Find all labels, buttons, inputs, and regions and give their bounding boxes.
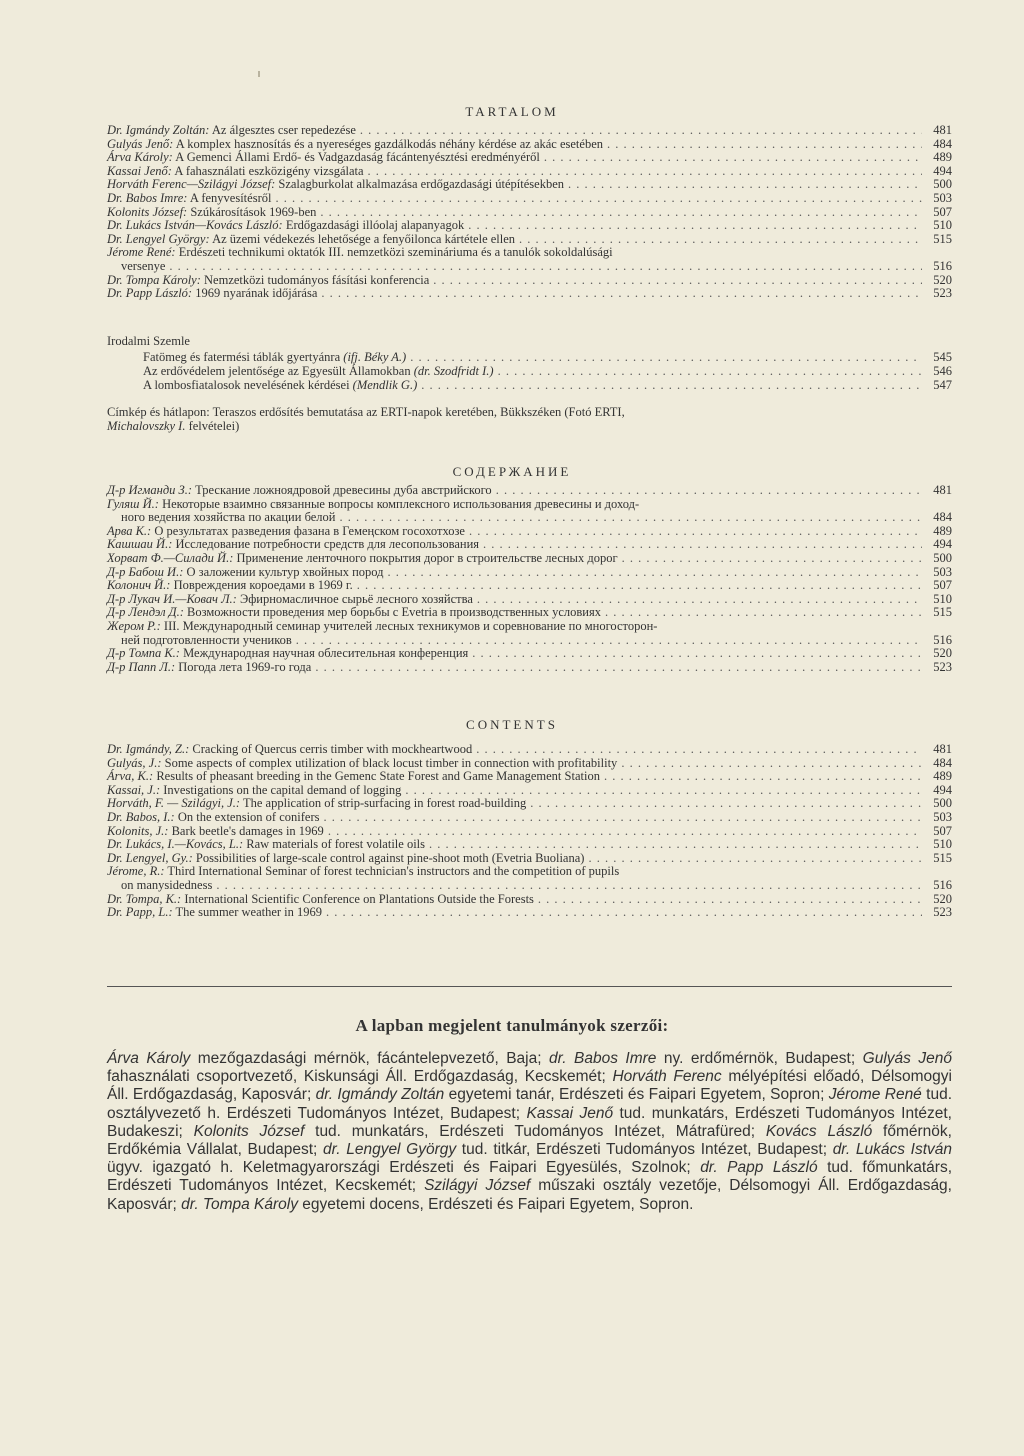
toc-author: Жером Р.: xyxy=(107,618,161,633)
cover-note-credit-suffix: felvételei) xyxy=(188,419,240,433)
author-name: Kolonits József xyxy=(193,1122,305,1140)
toc-leader xyxy=(621,757,922,771)
toc-title: Погода лета 1969-го года xyxy=(178,659,312,674)
review-title: A lombosfiatalosok nevelésének kérdései xyxy=(143,378,350,392)
toc-page: 516 xyxy=(933,258,952,273)
author-name: dr. Papp László xyxy=(700,1159,818,1177)
toc-title: A komplex hasznosítás és a nyereséges gazdálkodás néhány kérdése az akác esetében xyxy=(175,136,603,151)
review-title: Az erdővédelem jelentősége az Egyesült Államokban xyxy=(143,364,411,378)
toc-leader xyxy=(388,566,922,580)
authors-text xyxy=(107,1050,952,1214)
toc-page: 510 xyxy=(933,218,952,233)
toc-leader xyxy=(604,770,922,784)
toc-title-cont: ней подготовленности учеников xyxy=(121,632,292,647)
toc-author: Jérome, R.: xyxy=(107,864,165,879)
author-description: ny. erdőmérnök, Budapest; xyxy=(656,1050,863,1067)
toc-author: Dr. Tompa Károly: xyxy=(107,272,201,287)
author-description: tud. munkatárs, Erdészeti Tudományos Intézet, Mátrafüred; xyxy=(304,1122,766,1140)
toc-leader xyxy=(368,165,922,179)
toc-author: Gulyás, J.: xyxy=(107,755,162,770)
toc-entry xyxy=(107,206,952,220)
toc-author: Kassai, J.: xyxy=(107,782,161,797)
author-description: mezőgazdasági mérnök, fácántelepvezető, Baja; xyxy=(190,1050,550,1067)
toc-entry xyxy=(107,593,952,607)
toc-entry xyxy=(107,852,952,866)
toc-leader xyxy=(498,364,922,378)
toc-title: III. Международный семинар учителей лесных техникумов и соревнование по многосторон- xyxy=(163,618,658,633)
toc-leader xyxy=(328,825,922,839)
toc-entry xyxy=(107,865,952,879)
toc-title: О заложении культур хвойных пород xyxy=(186,564,384,579)
toc-author: Д-р Игманди З.: xyxy=(107,483,192,497)
toc-author: Dr. Lengyel György: xyxy=(107,231,210,246)
soderzhanie-list xyxy=(107,484,952,674)
toc-author: Хорват Ф.—Силади Й.: xyxy=(107,550,234,565)
toc-page: 500 xyxy=(933,796,952,811)
review-page: 547 xyxy=(933,378,952,392)
author-name: Szilágyi József xyxy=(424,1177,531,1195)
toc-author: Gulyás Jenő: xyxy=(107,136,174,151)
toc-leader xyxy=(519,233,922,247)
toc-title: Raw materials of forest volatile oils xyxy=(246,837,426,852)
toc-entry xyxy=(107,620,952,634)
toc-entry xyxy=(107,538,952,552)
toc-author: Horváth Ferenc—Szilágyi József: xyxy=(107,177,276,192)
cover-note-credit: Michalovszky I. xyxy=(107,419,186,433)
toc-author: Dr. Lengyel, Gy.: xyxy=(107,850,193,865)
toc-author: Dr. Papp, L.: xyxy=(107,905,173,920)
toc-leader xyxy=(476,743,922,757)
toc-page: 494 xyxy=(933,782,952,797)
authors-paragraph xyxy=(107,1050,952,1214)
toc-leader xyxy=(326,906,922,920)
toc-title: Исследование потребности средств для лесопользования xyxy=(175,537,480,552)
toc-entry xyxy=(107,743,952,757)
toc-leader xyxy=(605,606,922,620)
toc-leader xyxy=(323,811,922,825)
author-description: egyetemi tanár, Erdészeti és Faipari Egyetem, Sopron; xyxy=(444,1086,829,1104)
toc-entry xyxy=(107,274,952,288)
toc-leader xyxy=(472,647,922,661)
toc-author: Dr. Lukács, I.—Kovács, L.: xyxy=(107,837,244,852)
toc-entry xyxy=(107,797,952,811)
toc-title: Nemzetközi tudományos fásítási konferencia xyxy=(204,272,430,287)
toc-entry-cont xyxy=(107,879,952,893)
toc-author: Kolonits József: xyxy=(107,204,188,219)
toc-title: Possibilities of large-scale control against pine-shoot moth (Evetria Buoliana) xyxy=(195,850,585,865)
toc-page: 489 xyxy=(933,150,952,165)
toc-leader xyxy=(357,579,922,593)
toc-entry xyxy=(107,124,952,138)
toc-leader xyxy=(433,274,922,288)
toc-leader xyxy=(483,538,922,552)
author-name: dr. Lukács István xyxy=(832,1141,952,1159)
cover-note xyxy=(107,405,952,433)
toc-title: A fenyvesítésről xyxy=(189,190,272,205)
toc-title: Erdészeti technikumi oktatók III. nemzetközi szemináriuma és a tanulók sokoldalúsági xyxy=(178,245,613,260)
toc-entry xyxy=(107,838,952,852)
toc-page: 515 xyxy=(933,605,952,620)
toc-entry xyxy=(107,647,952,661)
toc-title: Трескание ложноядровой древесины дуба австрийского xyxy=(195,483,492,497)
soderzhanie-title: СОДЕРЖАНИЕ xyxy=(452,464,572,479)
toc-page: 484 xyxy=(933,136,952,151)
toc-page: 500 xyxy=(933,177,952,192)
toc-page: 503 xyxy=(933,809,952,824)
toc-title: Некоторые взаимно связанные вопросы комплексного использования древесины и доход- xyxy=(162,496,640,511)
author-name: dr. Babos Imre xyxy=(549,1050,657,1067)
author-description: tud. munkatárs, Erdészeti Tudományos Intézet, Budakeszi; xyxy=(107,1104,952,1140)
toc-leader xyxy=(496,484,922,498)
toc-leader xyxy=(360,124,922,138)
tartalom-list xyxy=(107,124,952,301)
toc-entry xyxy=(107,825,952,839)
toc-title: Szúkárosítások 1969-ben xyxy=(190,204,317,219)
toc-leader xyxy=(339,511,922,525)
toc-page: 523 xyxy=(933,905,952,920)
toc-entry-cont xyxy=(107,260,952,274)
toc-author: Д-р Лукач И.—Ковач Л.: xyxy=(107,591,237,606)
toc-author: Dr. Tompa, K.: xyxy=(107,891,182,906)
toc-title: Szalagburkolat alkalmazása erdőgazdasági útépítésekben xyxy=(278,177,565,192)
author-name: dr. Tompa Károly xyxy=(181,1195,298,1213)
review-page: 546 xyxy=(933,364,952,378)
toc-title: Results of pheasant breeding in the Gemenc State Forest and Game Management Station xyxy=(156,769,600,784)
toc-author: Dr. Papp László: xyxy=(107,286,193,301)
toc-title: Investigations on the capital demand of logging xyxy=(163,782,402,797)
toc-leader xyxy=(538,893,922,907)
author-name: Gulyás Jenő xyxy=(862,1050,952,1067)
contents-title: CONTENTS xyxy=(466,717,558,732)
toc-entry xyxy=(107,906,952,920)
author-name: Árva Károly xyxy=(107,1050,191,1067)
toc-author: Dr. Babos, I.: xyxy=(107,809,175,824)
toc-title: Повреждения короедами в 1969 г. xyxy=(173,578,353,593)
toc-title-cont: ного ведения хозяйства по акации белой xyxy=(121,510,336,525)
toc-title: The summer weather in 1969 xyxy=(175,905,323,920)
review-author: (ifj. Béky A.) xyxy=(343,350,407,364)
irodalmi-szemle-list xyxy=(143,350,952,392)
toc-leader xyxy=(169,260,922,274)
toc-entry xyxy=(107,661,952,675)
toc-leader xyxy=(469,525,922,539)
toc-title: Возможности проведения мер борьбы с Evetria в производственных условиях xyxy=(187,605,601,620)
toc-leader xyxy=(429,838,922,852)
author-name: Kassai Jenő xyxy=(526,1104,614,1122)
toc-author: Кашшаи Й.: xyxy=(107,537,173,552)
toc-entry xyxy=(107,165,952,179)
toc-author: Árva Károly: xyxy=(107,150,173,165)
toc-author: Д-р Папп Л.: xyxy=(107,659,176,674)
author-description: műszaki osztály vezetője, Délsomogyi Áll. Erdőgazdaság, Kaposvár; xyxy=(107,1177,952,1213)
toc-author: Д-р Бабош И.: xyxy=(107,564,184,579)
toc-author: Dr. Babos Imre: xyxy=(107,190,188,205)
toc-leader xyxy=(216,879,922,893)
toc-title: International Scientific Conference on Plantations Outside the Forests xyxy=(184,891,534,906)
toc-leader xyxy=(321,287,922,301)
review-entry xyxy=(143,378,952,392)
toc-title: Bark beetle's damages in 1969 xyxy=(171,823,324,838)
toc-title: Cracking of Quercus cerris timber with mockheartwood xyxy=(192,742,473,756)
toc-page: 481 xyxy=(933,742,952,756)
toc-leader xyxy=(296,634,922,648)
toc-leader xyxy=(544,151,922,165)
toc-leader xyxy=(405,784,922,798)
author-name: Horváth Ferenc xyxy=(612,1068,722,1086)
review-entry xyxy=(143,364,952,378)
toc-leader xyxy=(275,192,922,206)
toc-author: Horváth, F. — Szilágyi, J.: xyxy=(107,796,241,811)
toc-title: Международная научная облесительная конференция xyxy=(183,646,469,661)
author-description: ügyv. igazgató h. Keletmagyarországi Erdészeti és Faipari Egyesülés, Szolnok; xyxy=(107,1159,701,1177)
toc-leader xyxy=(607,138,922,152)
toc-leader xyxy=(530,797,922,811)
toc-page: 515 xyxy=(933,231,952,246)
toc-author: Арва К.: xyxy=(107,523,152,538)
print-mark xyxy=(258,71,260,77)
toc-entry xyxy=(107,552,952,566)
toc-title: 1969 nyarának időjárása xyxy=(195,286,318,301)
toc-entry xyxy=(107,811,952,825)
toc-leader xyxy=(315,661,922,675)
tartalom-title: TARTALOM xyxy=(465,104,559,119)
toc-page: 516 xyxy=(933,632,952,647)
toc-leader xyxy=(468,219,922,233)
toc-title-cont: versenye xyxy=(121,258,166,273)
toc-entry xyxy=(107,484,952,498)
toc-title-cont: on manysidedness xyxy=(121,877,213,892)
cover-note-text: Címkép és hátlapon: Teraszos erdősítés bemutatása az ERTI-napok keretében, Bükkszéken (Fotó ERTI, xyxy=(107,405,625,419)
toc-title: A fahasználati eszközigény vizsgálata xyxy=(174,163,364,178)
contents-list xyxy=(107,743,952,920)
toc-page: 481 xyxy=(933,123,952,137)
toc-title: Az üzemi védekezés lehetősége a fenyőilonca kártétele ellen xyxy=(212,231,516,246)
review-title: Fatömeg és fatermési táblák gyertyánra xyxy=(143,350,341,364)
toc-entry xyxy=(107,770,952,784)
toc-entry-cont xyxy=(107,634,952,648)
toc-author: Д-р Лендэл Д.: xyxy=(107,605,184,620)
toc-leader xyxy=(622,552,922,566)
toc-leader xyxy=(320,206,922,220)
toc-page: 520 xyxy=(933,272,952,287)
irodalmi-szemle-title: Irodalmi Szemle xyxy=(107,334,190,348)
toc-author: Árva, K.: xyxy=(107,769,154,784)
toc-title: Применение ленточного покрытия дорог в строительстве лесных дорог xyxy=(236,550,618,565)
toc-page: 515 xyxy=(933,850,952,865)
toc-page: 523 xyxy=(933,286,952,301)
author-name: dr. Lengyel György xyxy=(323,1141,457,1159)
toc-page: 484 xyxy=(933,510,952,525)
toc-page: 489 xyxy=(933,769,952,784)
toc-page: 494 xyxy=(933,537,952,552)
toc-title: О результатах разведения фазана в Гемеңском госохотхозе xyxy=(154,523,465,538)
toc-title: Erdőgazdasági illóolaj alapanyagok xyxy=(285,218,465,233)
toc-author: Jérome René: xyxy=(107,245,176,260)
toc-page: 503 xyxy=(933,190,952,205)
toc-title: The application of strip-surfacing in forest road-building xyxy=(243,796,527,811)
author-description: tud. főmunkatárs, Erdészeti Tudományos Intézet, Kecskemét; xyxy=(107,1159,953,1195)
author-description: fahasználati csoportvezető, Kiskunsági Áll. Erdőgazdaság, Kecskemét; xyxy=(107,1068,613,1086)
toc-author: Dr. Igmándy Zoltán: xyxy=(107,123,210,137)
divider xyxy=(107,986,952,987)
toc-page: 489 xyxy=(933,523,952,538)
review-author: (dr. Szodfridt I.) xyxy=(413,364,494,378)
toc-entry xyxy=(107,784,952,798)
author-description: főmérnök, Erdőkémia Vállalat, Budapest; xyxy=(107,1122,952,1159)
toc-author: Колонич Й.: xyxy=(107,578,171,593)
toc-page: 507 xyxy=(933,204,952,219)
review-author: (Mendlik G.) xyxy=(352,378,418,392)
toc-entry xyxy=(107,246,952,260)
toc-author: Kassai Jenő: xyxy=(107,163,172,178)
toc-leader xyxy=(588,852,922,866)
toc-entry xyxy=(107,233,952,247)
author-description: tud. osztályvezető h. Erdészeti Tudományos Intézet, Budapest; xyxy=(107,1086,952,1122)
toc-page: 510 xyxy=(933,837,952,852)
author-description: mélyépítési előadó, Délsomogyi Áll. Erdőgazdaság, Kaposvár; xyxy=(107,1068,952,1104)
author-description: tud. titkár, Erdészeti Tudományos Intézet, Budapest; xyxy=(456,1141,833,1159)
review-page: 545 xyxy=(933,350,952,364)
toc-page: 481 xyxy=(933,483,952,497)
toc-page: 507 xyxy=(933,578,952,593)
toc-title: Эфирномасличное сырьё лесного хозяйства xyxy=(239,591,473,606)
toc-page: 507 xyxy=(933,823,952,838)
toc-page: 494 xyxy=(933,163,952,178)
toc-entry xyxy=(107,219,952,233)
toc-leader xyxy=(568,178,922,192)
authors-title: A lapban megjelent tanulmányok szerzői: xyxy=(355,1016,669,1035)
toc-entry xyxy=(107,138,952,152)
toc-author: Dr. Igmándy, Z.: xyxy=(107,742,190,756)
toc-title: Third International Seminar of forest technician's instructors and the competition of pupils xyxy=(167,864,620,879)
toc-leader xyxy=(410,350,922,364)
toc-leader xyxy=(421,378,922,392)
toc-title: A Gemenci Állami Erdő- és Vadgazdaság fácántenyésztési eredményéről xyxy=(175,150,540,165)
toc-entry xyxy=(107,498,952,512)
author-name: Kovács László xyxy=(765,1122,873,1140)
toc-entry xyxy=(107,757,952,771)
toc-page: 520 xyxy=(933,646,952,661)
toc-page: 503 xyxy=(933,564,952,579)
toc-page: 484 xyxy=(933,755,952,770)
toc-page: 500 xyxy=(933,550,952,565)
toc-page: 510 xyxy=(933,591,952,606)
toc-entry xyxy=(107,579,952,593)
toc-page: 520 xyxy=(933,891,952,906)
toc-leader xyxy=(477,593,922,607)
toc-entry xyxy=(107,192,952,206)
toc-title: Some aspects of complex utilization of black locust timber in connection with profitability xyxy=(164,755,618,770)
toc-author: Гуляш Й.: xyxy=(107,496,159,511)
toc-entry xyxy=(107,178,952,192)
toc-title: Az álgesztes cser repedezése xyxy=(211,123,356,137)
toc-entry-cont xyxy=(107,511,952,525)
toc-author: Kolonits, J.: xyxy=(107,823,169,838)
toc-entry xyxy=(107,287,952,301)
author-name: Jérome René xyxy=(828,1086,922,1104)
toc-page: 523 xyxy=(933,659,952,674)
author-description: egyetemi docens, Erdészeti és Faipari Egyetem, Sopron. xyxy=(298,1195,694,1213)
toc-title: On the extension of conifers xyxy=(177,809,320,824)
toc-author: Д-р Томпа К.: xyxy=(107,646,180,661)
toc-entry xyxy=(107,893,952,907)
toc-entry xyxy=(107,606,952,620)
review-entry xyxy=(143,350,952,364)
toc-page: 516 xyxy=(933,877,952,892)
toc-entry xyxy=(107,151,952,165)
toc-author: Dr. Lukács István—Kovács László: xyxy=(107,218,283,233)
author-name: dr. Igmándy Zoltán xyxy=(315,1086,445,1104)
